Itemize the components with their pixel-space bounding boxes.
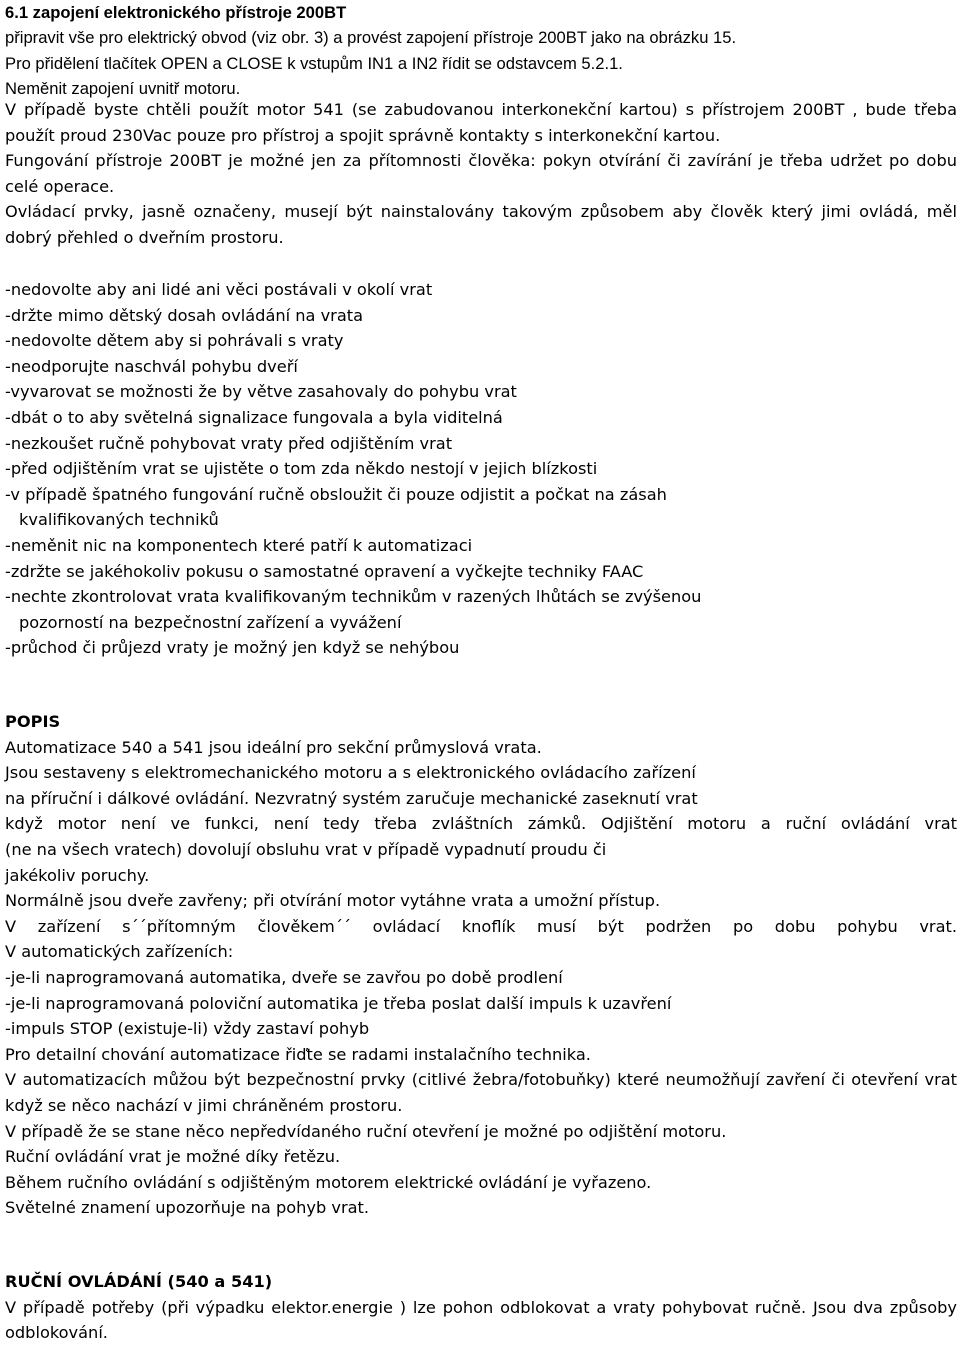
paragraph-motor-541: V případě byste chtěli použít motor 541 (se zabudovanou interkonekční kartou) s přístrojem 200BT , bude třeba použít proud 230Vac pouze pro přístroj a spojit správně kontakty s interkonekční kartou.: [5, 100, 957, 145]
rucni-heading: RUČNÍ OVLÁDÁNÍ (540 a 541): [5, 1272, 273, 1291]
popis-line: V automatických zařízeních:: [5, 942, 234, 962]
section-line: připravit vše pro elektrický obvod (viz obr. 3) a provést zapojení přístroje 200BT jako na obrázku 15.: [5, 28, 737, 48]
list-item: -dbát o to aby světelná signalizace fungovala a byla viditelná: [5, 407, 503, 427]
popis-line: (ne na všech vratech) dovolují obsluhu vrat v případě vypadnutí proudu či: [5, 839, 607, 859]
section-heading: 6.1 zapojení elektronického přístroje 200BT: [5, 3, 347, 22]
rucni-paragraph: V případě potřeby (při výpadku elektor.energie ) lze pohon odblokovat a vraty pohybovat ručně. Jsou dva způsoby odblokování.: [5, 1297, 957, 1343]
list-item: -neměnit nic na komponentech které patří k automatizaci: [5, 535, 473, 555]
list-item: -v případě špatného fungování ručně obsloužit či pouze odjistit a počkat na zásah: [5, 484, 667, 504]
popis-section: [5, 709, 957, 1221]
section-6-1: [5, 0, 957, 102]
list-item: -vyvarovat se možnosti že by větve zasahovaly do pohybu vrat: [5, 382, 517, 402]
list-item: -držte mimo dětský dosah ovládání na vrata: [5, 305, 364, 325]
section-line: Neměnit zapojení uvnitř motoru.: [5, 79, 241, 99]
popis-line: Ruční ovládání vrat je možné díky řetězu.: [5, 1147, 341, 1167]
list-item: -nedovolte dětem aby si pohrávali s vraty: [5, 331, 344, 351]
safety-list: [5, 277, 957, 661]
list-item-continuation: kvalifikovaných techniků: [19, 510, 219, 530]
popis-line: -impuls STOP (existuje-li) vždy zastaví pohyb: [5, 1019, 370, 1039]
rucni-section: [5, 1269, 957, 1346]
popis-line: -je-li naprogramovaná poloviční automatika je třeba poslat další impuls k uzavření: [5, 993, 672, 1013]
list-item: -před odjištěním vrat se ujistěte o tom zda někdo nestojí v jejich blízkosti: [5, 459, 598, 479]
popis-line: Během ručního ovládání s odjištěným motorem elektrické ovládání je vyřazeno.: [5, 1172, 652, 1192]
list-item: -neodporujte naschvál pohybu dveří: [5, 356, 298, 376]
popis-line: když motor není ve funkci, není tedy třeba zvláštních zámků. Odjištění motoru a ruční ovládání vrat: [5, 814, 957, 834]
popis-line: Automatizace 540 a 541 jsou ideální pro sekční průmyslová vrata.: [5, 737, 542, 757]
popis-line: Pro detailní chování automatizace řiďte se radami instalačního technika.: [5, 1044, 591, 1064]
popis-line: jakékoliv poruchy.: [5, 865, 150, 885]
list-item: -zdržte se jakéhokoliv pokusu o samostatné opravení a vyčkejte techniky FAAC: [5, 561, 644, 581]
paragraph-controls: Ovládací prvky, jasně označeny, musejí být nainstalovány takovým způsobem aby člověk který jimi ovládá, měl dobrý přehled o dveřním prostoru.: [5, 202, 957, 247]
popis-line: -je-li naprogramovaná automatika, dveře se zavřou po době prodlení: [5, 967, 563, 987]
list-item: -nedovolte aby ani lidé ani věci postávali v okolí vrat: [5, 280, 433, 299]
list-item: -průchod či průjezd vraty je možný jen když se nehýbou: [5, 638, 460, 658]
section-line: Pro přidělení tlačítek OPEN a CLOSE k vstupům IN1 a IN2 řídit se odstavcem 5.2.1.: [5, 53, 623, 73]
popis-line: Světelné znamení upozorňuje na pohyb vrat.: [5, 1198, 370, 1218]
list-item-continuation: pozorností na bezpečnostní zařízení a vyvážení: [19, 612, 402, 632]
popis-heading: POPIS: [5, 712, 61, 731]
popis-line: Normálně jsou dveře zavřeny; při otvírání motor vytáhne vrata a umožní přístup.: [5, 891, 661, 911]
popis-line: V případě že se stane něco nepředvídaného ruční otevření je možné po odjištění motoru.: [5, 1121, 727, 1141]
popis-line: Jsou sestaveny s elektromechanického motoru a s elektronického ovládacího zařízení: [5, 763, 696, 783]
list-item: -nechte zkontrolovat vrata kvalifikovaným technikům v razených lhůtách se zvýšenou: [5, 587, 702, 607]
popis-line: V zařízení s´´přítomným člověkem´´ ovládací knoflík musí být podržen po dobu pohybu vrat.: [5, 916, 957, 936]
popis-paragraph: V automatizacích můžou být bezpečnostní prvky (citlivé žebra/fotobuňky) které neumožňují zavření či otevření vrat když se něco nachází v jimi chráněném prostoru.: [5, 1070, 957, 1115]
list-item: -nezkoušet ručně pohybovat vraty před odjištěním vrat: [5, 433, 453, 453]
popis-line: na příruční i dálkové ovládání. Nezvratný systém zaručuje mechanické zaseknutí vrat: [5, 788, 698, 808]
paragraph-operation: Fungování přístroje 200BT je možné jen za přítomnosti člověka: pokyn otvírání či zavírání je třeba udržet po dobu celé operace.: [5, 151, 957, 196]
